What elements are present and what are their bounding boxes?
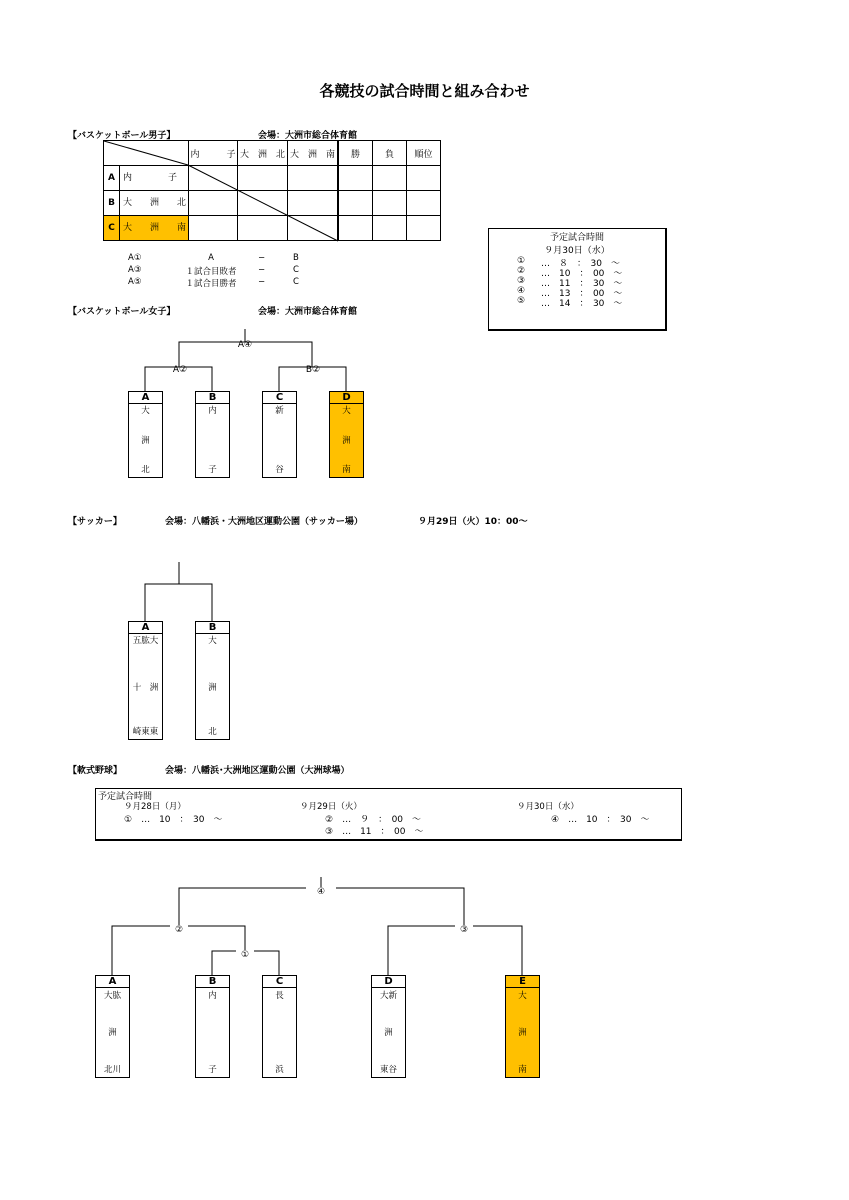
day-game: ④ … 10 ： 30 〜	[551, 815, 650, 825]
soccer-venue: 会場：八幡浜・大洲地区運動公園（サッカー場）	[165, 517, 363, 527]
slot-time: … 13 ： 00 〜	[541, 289, 623, 299]
basketball-men-heading: 【バスケットボール男子】	[68, 131, 176, 141]
baseball-heading: 【軟式野球】	[68, 766, 123, 776]
team-char: 崎東東	[132, 727, 159, 737]
day-date: ９月29日（火）	[300, 802, 362, 812]
team-char: 大	[208, 636, 217, 646]
team-key: B	[196, 622, 229, 634]
team-char: 子	[208, 1065, 217, 1075]
team-key: A	[129, 622, 162, 634]
team-key: E	[506, 976, 539, 988]
team-char: 洲	[208, 683, 217, 693]
team-char: 内	[208, 991, 217, 1001]
basketball-women-heading: 【バスケットボール女子】	[68, 307, 176, 317]
match-away: B	[293, 253, 299, 263]
row-key: C	[104, 216, 120, 240]
day-game: ② … ９ ： 00 〜	[325, 815, 422, 825]
baseball-venue: 会場：八幡浜･大洲地区運動公園（大洲球場）	[165, 766, 350, 776]
slot-no: ⑤	[517, 296, 526, 306]
team-key: C	[263, 976, 296, 988]
soccer-datetime: ９月29日（火）10：00〜	[418, 517, 528, 527]
bracket-label-first: ①	[236, 950, 254, 960]
schedule-date: ９月30日（水）	[544, 246, 610, 256]
slot-no: ②	[517, 266, 526, 276]
row-key: B	[104, 191, 120, 215]
team-key: C	[263, 392, 296, 404]
col-header: 内 子	[189, 141, 238, 166]
team-char: 長	[275, 991, 284, 1001]
team-char: 洲	[342, 436, 351, 446]
team-char: 十 洲	[132, 683, 159, 693]
slot-no: ①	[517, 256, 526, 266]
match-dash: −	[258, 265, 266, 275]
slot-no: ④	[517, 286, 526, 296]
row-team: 大 洲 北	[123, 198, 187, 208]
basketball-men-venue: 会場：大洲市総合体育館	[258, 131, 358, 141]
match-home: A	[208, 253, 214, 263]
team-char: 南	[518, 1065, 527, 1075]
match-home: １試合目敗者	[185, 267, 237, 277]
bracket-label-final: ④	[306, 887, 336, 897]
team-char: 北川	[103, 1065, 121, 1075]
team-char: 谷	[275, 465, 284, 475]
team-char: 大	[518, 991, 527, 1001]
page-title: 各競技の試合時間と組み合わせ	[319, 82, 530, 100]
schedule-title: 予定試合時間	[549, 233, 604, 243]
col-header: 大 洲 南	[288, 141, 339, 166]
team-char: 南	[342, 465, 351, 475]
slot-time: … 11 ： 30 〜	[541, 279, 623, 289]
bracket-label-left: ②	[170, 925, 188, 935]
team-char: 大肱	[103, 991, 121, 1001]
basketball-women-venue: 会場：大洲市総合体育館	[258, 307, 358, 317]
match-away: C	[293, 265, 299, 275]
team-char: 洲	[518, 1028, 527, 1038]
team-box	[262, 975, 297, 1078]
team-box	[371, 975, 406, 1078]
team-char: 洲	[108, 1028, 117, 1038]
match-dash: −	[258, 253, 266, 263]
team-key: D	[330, 392, 363, 404]
team-char: 洲	[141, 436, 150, 446]
day-game: ① … 10 ： 30 〜	[124, 815, 223, 825]
team-char: 東谷	[379, 1065, 397, 1075]
col-header: 負	[373, 141, 407, 166]
day-date: ９月28日（月）	[124, 802, 186, 812]
row-key: A	[104, 166, 120, 190]
team-key: B	[196, 392, 229, 404]
team-box-highlighted	[505, 975, 540, 1078]
team-char: 北	[208, 727, 217, 737]
team-key: A	[96, 976, 129, 988]
team-char: 大	[342, 406, 351, 416]
slot-time: … 10 ： 00 〜	[541, 269, 623, 279]
team-char: 五肱大	[132, 636, 159, 646]
team-char: 大新	[379, 991, 397, 1001]
match-id: A⑤	[128, 277, 142, 287]
team-char: 内	[208, 406, 217, 416]
day-game: ③ … 11 ： 00 〜	[325, 827, 424, 837]
team-char: 北	[141, 465, 150, 475]
team-key: B	[196, 976, 229, 988]
bracket-label-right: ③	[455, 925, 473, 935]
team-char: 子	[208, 465, 217, 475]
team-key: A	[129, 392, 162, 404]
match-away: C	[293, 277, 299, 287]
team-key: D	[372, 976, 405, 988]
slot-no: ③	[517, 276, 526, 286]
bracket-label-left: A②	[172, 365, 188, 375]
baseball-schedule-title: 予定試合時間	[98, 792, 153, 802]
match-home: １試合目勝者	[185, 279, 237, 289]
match-id: A③	[128, 265, 142, 275]
day-date: ９月30日（水）	[517, 802, 579, 812]
col-header: 勝	[338, 141, 373, 166]
row-team: 大 洲 南	[123, 223, 187, 233]
team-box	[195, 975, 230, 1078]
team-char: 新	[275, 406, 284, 416]
team-char: 浜	[275, 1065, 284, 1075]
row-team: 内 子	[123, 173, 178, 183]
bracket-label-final: A④	[237, 340, 253, 350]
team-char: 洲	[384, 1028, 393, 1038]
bracket-label-right: B②	[305, 365, 321, 375]
soccer-heading: 【サッカー】	[68, 517, 122, 527]
col-header: 順位	[407, 141, 441, 166]
match-id: A①	[128, 253, 142, 263]
col-header: 大 洲 北	[238, 141, 288, 166]
slot-time: … 14 ： 30 〜	[541, 299, 623, 309]
team-box	[95, 975, 130, 1078]
team-char: 大	[141, 406, 150, 416]
slot-time: … ８ ： 30 〜	[541, 259, 620, 269]
match-dash: −	[258, 277, 266, 287]
